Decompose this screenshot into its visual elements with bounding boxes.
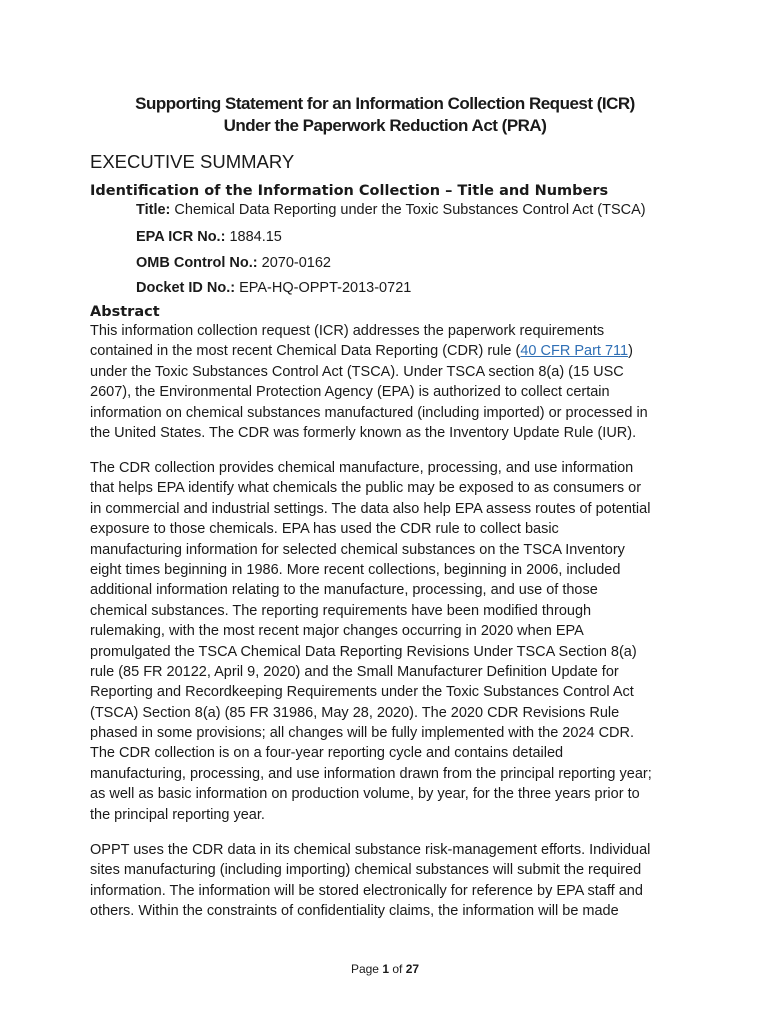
text-line: 2607), the Environmental Protection Agency (EPA) is authorized to collect certain (90, 384, 610, 401)
text-line: rulemaking, with the most recent major changes occurring in 2020 when EPA (90, 623, 584, 640)
field-omb-control (136, 255, 331, 271)
document-title-line-1: Supporting Statement for an Information Collection Request (ICR) (135, 94, 635, 113)
text-line: as well as basic information on production volume, by year, for the three years prior to (90, 786, 640, 803)
text-line: phased in some provisions; all changes will be fully implemented with the 2024 CDR. (90, 725, 635, 742)
text-line: rule (85 FR 20122, April 9, 2020) and the Small Manufacturer Definition Update for (90, 663, 619, 680)
paragraph-2 (90, 458, 652, 825)
paragraph-3 (90, 840, 650, 922)
text-line: This information collection request (ICR) addresses the paperwork requirements (90, 323, 605, 339)
text-line: The CDR collection provides chemical manufacture, processing, and use information (90, 460, 634, 476)
text-line: others. Within the constraints of confidentiality claims, the information will be made (90, 903, 619, 920)
text-line: sites manufacturing (including importing) chemical substances will submit the required (90, 862, 642, 879)
text-line: information on chemical substances manufactured (including imported) or processed in (90, 404, 648, 421)
text-line (90, 341, 648, 361)
text-line: (TSCA) Section 8(a) (85 FR 31986, May 28, 2020). The 2020 CDR Revisions Rule (90, 704, 620, 721)
field-title (136, 202, 646, 218)
page-footer (0, 962, 770, 976)
page-number: 1 (382, 962, 389, 976)
field-epa-icr (136, 229, 282, 245)
text-line: in commercial and industrial settings. The data also help EPA assess routes of potential (90, 500, 651, 517)
text-line: the United States. The CDR was formerly known as the Inventory Update Rule (IUR). (90, 424, 637, 441)
document-title-line-2: Under the Paperwork Reduction Act (PRA) (223, 116, 547, 135)
text-line: information. The information will be stored electronically for reference by EPA staff and (90, 882, 643, 899)
field-docket-id (136, 280, 411, 296)
section-heading: EXECUTIVE SUMMARY (90, 151, 295, 172)
field-label: EPA ICR No.: (136, 229, 226, 245)
field-label: Title: (136, 202, 171, 218)
text-line: chemical substances. The reporting requirements have been modified through (90, 602, 592, 619)
text-span: contained in the most recent Chemical Data Reporting (CDR) rule ( (90, 343, 521, 360)
text-line: the principal reporting year. (90, 806, 265, 823)
field-label: Docket ID No.: (136, 280, 236, 296)
page-total: 27 (405, 962, 420, 976)
footer-text: of (389, 962, 406, 976)
footer-text: Page (350, 962, 383, 976)
text-line: additional information relating to the manufacture, processing, and use of those (90, 582, 598, 599)
field-value: Chemical Data Reporting under the Toxic Substances Control Act (TSCA) (170, 202, 646, 218)
text-line: eight times beginning in 1986. More recent collections, beginning in 2006, included (90, 561, 621, 578)
text-line: Reporting and Recordkeeping Requirements under the Toxic Substances Control Act (90, 684, 634, 701)
paragraph-1 (90, 321, 648, 443)
text-line: that helps EPA identify what chemicals the public may be exposed to as consumers or (90, 480, 642, 497)
text-line: The CDR collection is on a four-year reporting cycle and contains detailed (90, 745, 564, 762)
cfr-link[interactable]: 40 CFR Part 711 (520, 343, 629, 360)
text-line: manufacturing, processing, and use information drawn from the principal reporting year; (90, 765, 652, 782)
text-span: ) (628, 343, 633, 360)
text-line: promulgated the TSCA Chemical Data Reporting Revisions Under TSCA Section 8(a) (90, 643, 637, 660)
field-value: 2070-0162 (257, 255, 331, 271)
text-line: under the Toxic Substances Control Act (TSCA). Under TSCA section 8(a) (15 USC (90, 363, 624, 380)
field-label: OMB Control No.: (136, 255, 258, 271)
identification-heading: Identification of the Information Collection – Title and Numbers (90, 183, 609, 199)
field-value: 1884.15 (225, 229, 282, 245)
field-value: EPA-HQ-OPPT-2013-0721 (235, 280, 412, 296)
text-line: OPPT uses the CDR data in its chemical substance risk-management efforts. Individual (90, 842, 651, 858)
text-line: manufacturing information for selected chemical substances on the TSCA Inventory (90, 541, 625, 558)
text-line: exposure to those chemicals. EPA has used the CDR rule to collect basic (90, 521, 559, 538)
abstract-heading: Abstract (90, 304, 160, 320)
